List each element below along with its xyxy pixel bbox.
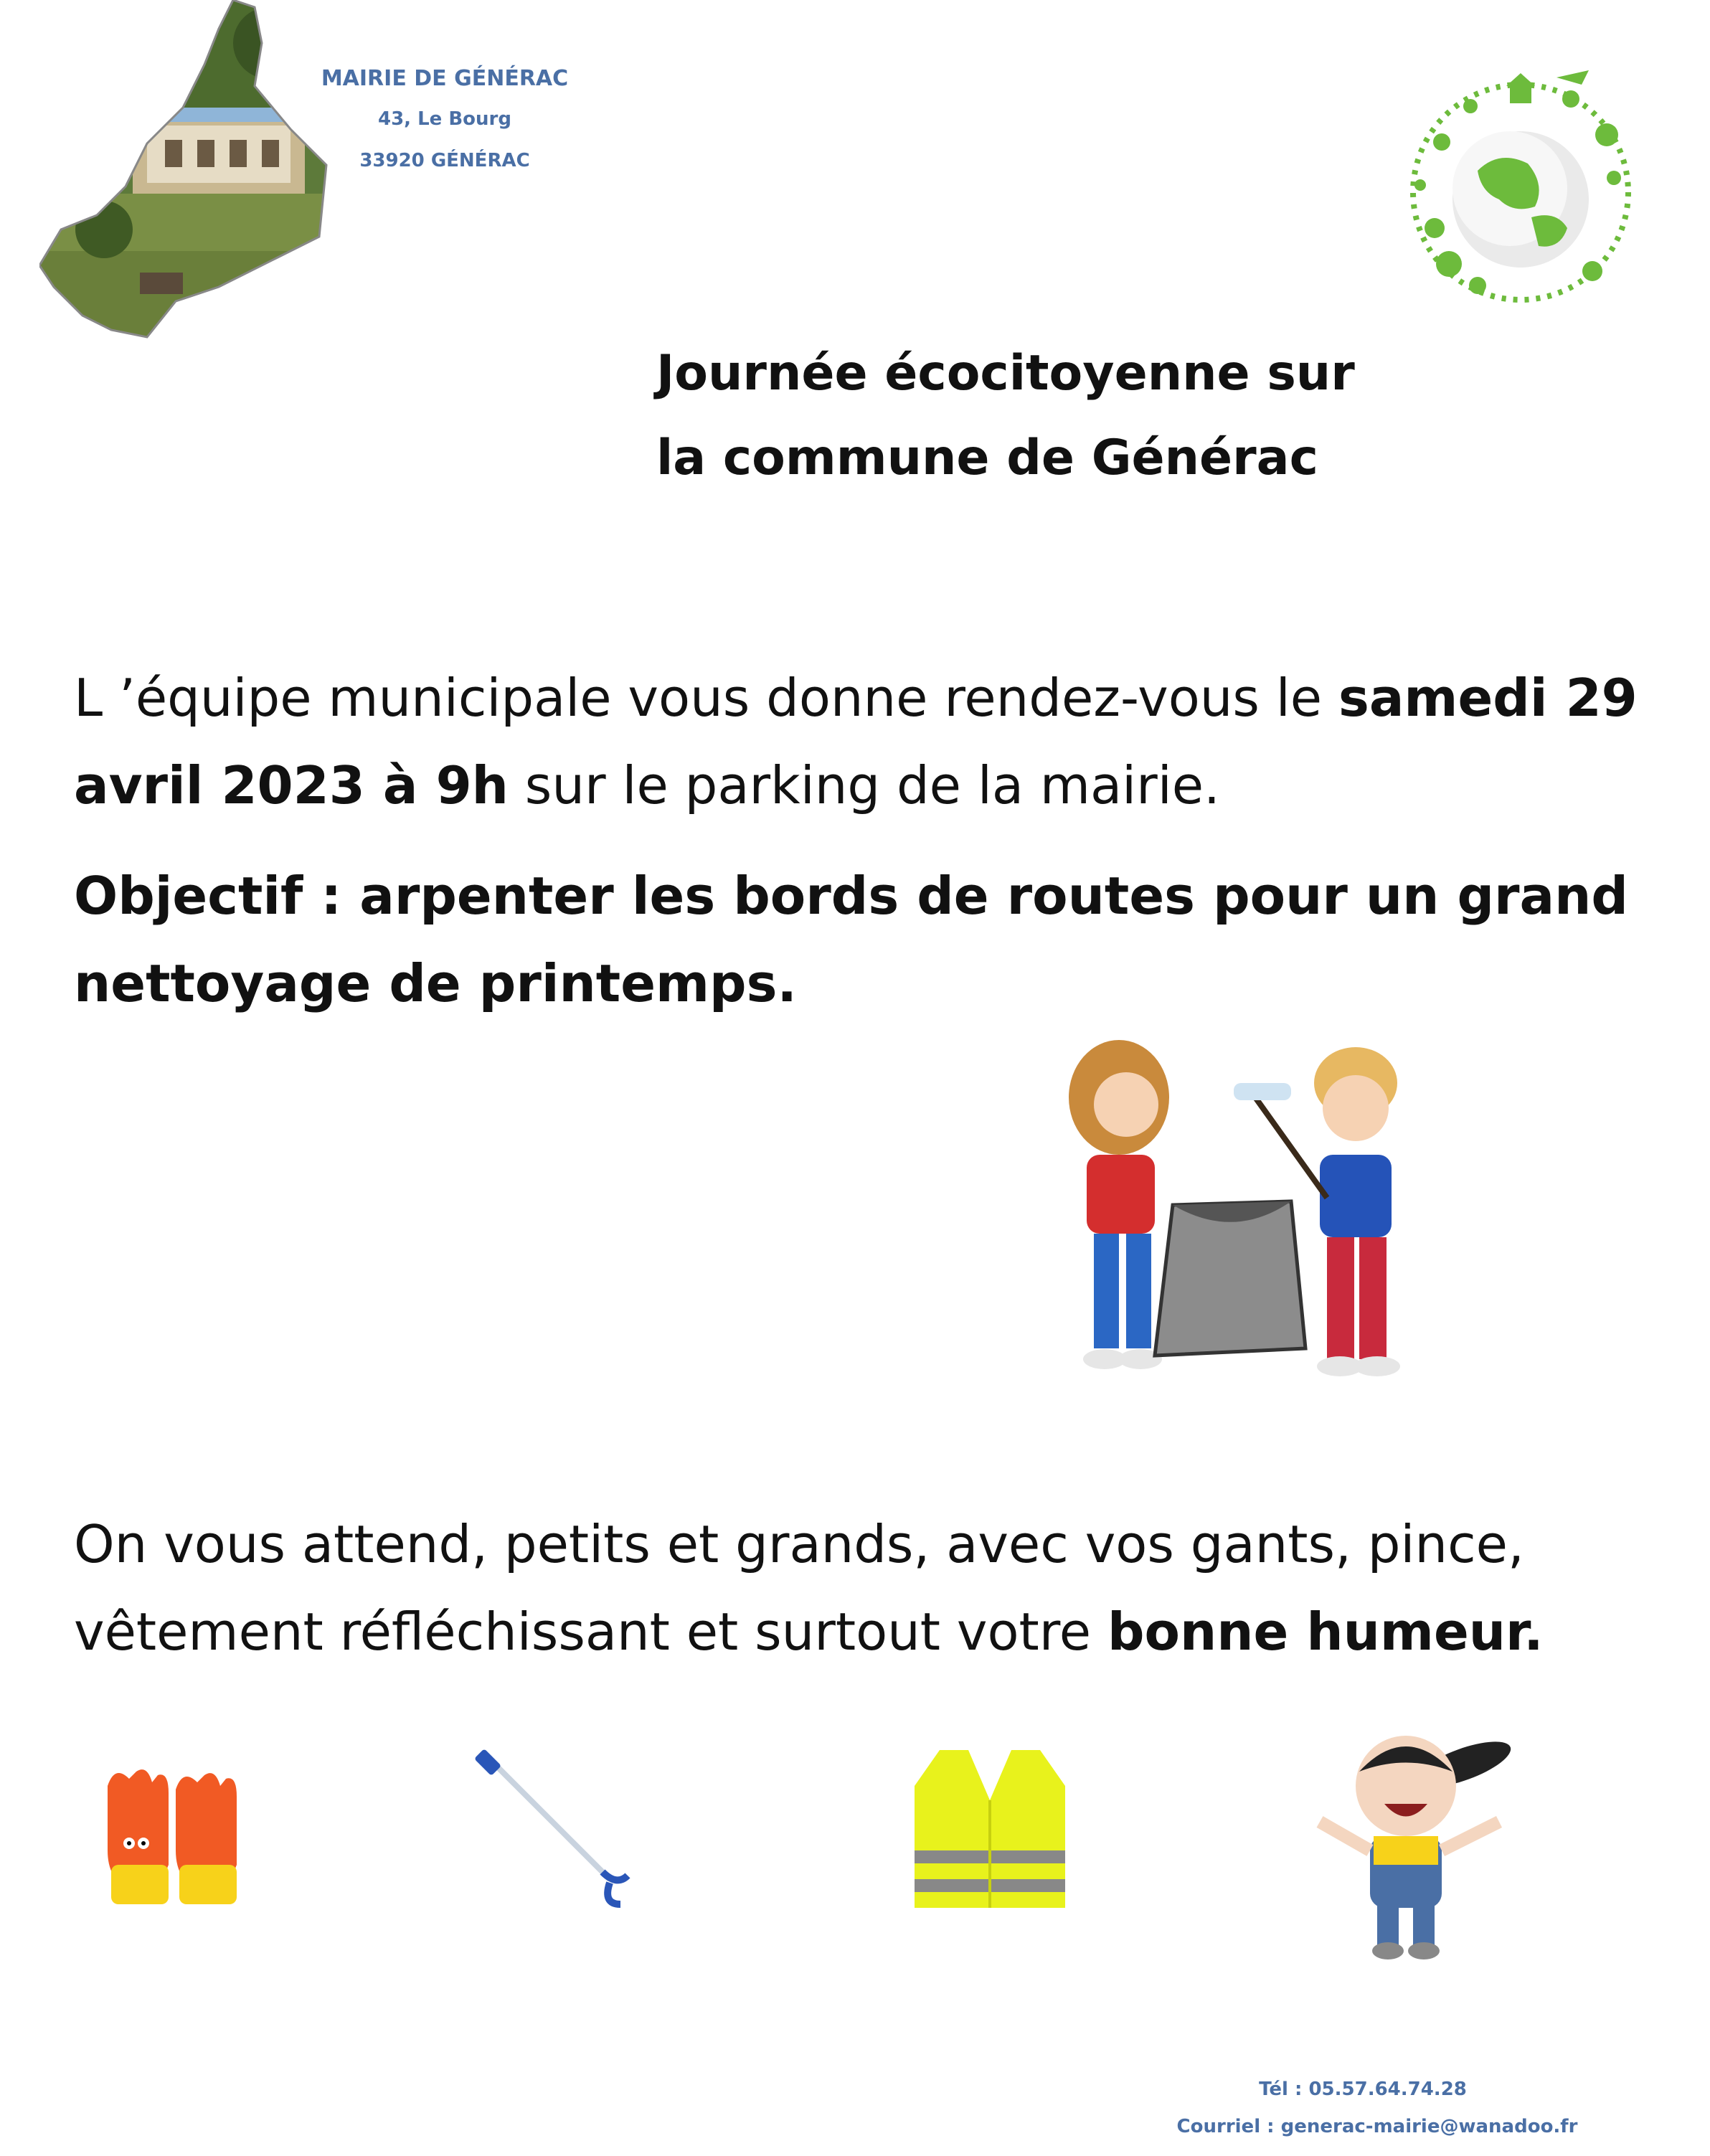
mairie-name: MAIRIE DE GÉNÉRAC bbox=[321, 66, 569, 91]
invitation-text: On vous attend, petits et grands, avec vos gants, pince, vêtement réfléchissant et surtout votre bbox=[74, 1514, 1524, 1662]
intro-text-2: sur le parking de la mairie. bbox=[508, 755, 1220, 815]
title-line-2: la commune de Générac bbox=[656, 430, 1318, 486]
happy-girl-illustration bbox=[1291, 1721, 1535, 1965]
contact-email: Courriel : generac-mairie@wanadoo.fr bbox=[1176, 2116, 1578, 2137]
contact-phone: Tél : 05.57.64.74.28 bbox=[1259, 2079, 1467, 2100]
invitation-paragraph bbox=[74, 1500, 1652, 1675]
intro-text-1: L ’équipe municipale vous donne rendez-vous le bbox=[74, 668, 1338, 728]
gloves-icon bbox=[100, 1757, 244, 1915]
invitation-bold: bonne humeur. bbox=[1107, 1602, 1544, 1662]
page-title bbox=[656, 331, 1445, 501]
eco-globe-icon bbox=[1392, 63, 1650, 321]
title-line-1: Journée écocitoyenne sur bbox=[656, 345, 1355, 402]
mairie-address: 43, Le Bourg bbox=[378, 108, 511, 130]
litter-picker-icon bbox=[473, 1743, 646, 1915]
kids-collecting-trash-illustration bbox=[1019, 1033, 1449, 1406]
intro-date-bold: samedi 29 avril 2023 à 9h bbox=[74, 668, 1638, 815]
safety-vest-icon bbox=[911, 1743, 1069, 1915]
mairie-address-block bbox=[301, 66, 588, 171]
intro-paragraph bbox=[74, 654, 1652, 829]
commune-map-photo-collage bbox=[39, 0, 334, 344]
objective-paragraph: Objectif : arpenter les bords de routes pour un grand nettoyage de printemps. bbox=[74, 866, 1628, 1013]
mairie-postcode-city: 33920 GÉNÉRAC bbox=[359, 150, 530, 171]
